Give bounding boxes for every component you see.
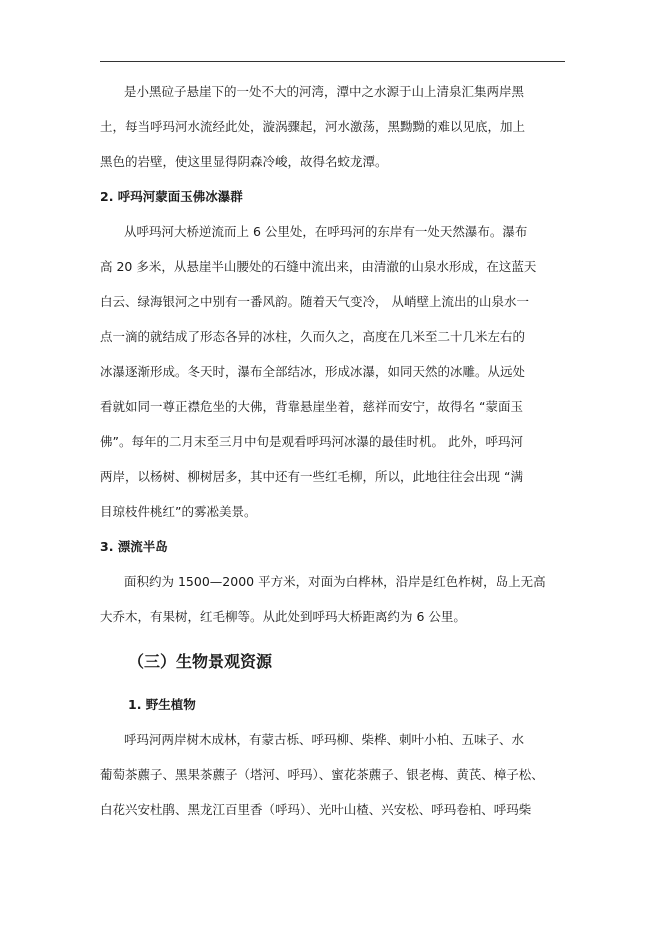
paragraph-line: 白花兴安杜鹃、黑龙江百里香（呼玛）、光叶山楂、兴安松、呼玛卷柏、呼玛柴 bbox=[100, 802, 532, 817]
intro-paragraph bbox=[100, 82, 570, 172]
header-rule bbox=[100, 61, 565, 62]
paragraph-line: 白云、绿海银河之中别有一番风韵。随着天气变冷， 从峭壁上流出的山泉水一 bbox=[100, 294, 529, 309]
peninsula-paragraph bbox=[100, 572, 570, 627]
waterfall-paragraph bbox=[100, 222, 570, 522]
paragraph-line: 大乔木，有果树，红毛柳等。从此处到呼玛大桥距离约为 6 公里。 bbox=[100, 609, 466, 624]
chapter-heading-bio-resources: （三）生物景观资源 bbox=[128, 652, 273, 671]
document-body bbox=[100, 82, 570, 820]
paragraph-line: 从呼玛河大桥逆流而上 6 公里处，在呼玛河的东岸有一处天然瀑布。瀑布 bbox=[124, 224, 528, 239]
section-heading-wild-plants: 1. 野生植物 bbox=[128, 697, 196, 712]
section-heading-waterfall: 2. 呼玛河蒙面玉佛冰瀑群 bbox=[100, 189, 243, 204]
section-heading-peninsula: 3. 漂流半岛 bbox=[100, 539, 168, 554]
paragraph-line: 面积约为 1500—2000 平方米，对面为白桦林，沿岸是红色柞树，岛上无高 bbox=[124, 574, 546, 589]
paragraph-line: 佛”。每年的二月末至三月中旬是观看呼玛河冰瀑的最佳时机。 此外，呼玛河 bbox=[100, 434, 523, 449]
paragraph-line: 冰瀑逐渐形成。冬天时，瀑布全部结冰，形成冰瀑，如同天然的冰雕。从远处 bbox=[100, 364, 526, 379]
paragraph-line: 目琼枝件桃红”的雾凇美景。 bbox=[100, 504, 257, 519]
paragraph-line: 两岸，以杨树、柳树居多，其中还有一些红毛柳，所以，此地往往会出现 “满 bbox=[100, 469, 523, 484]
paragraph-line: 葡萄茶藨子、黑果茶藨子（塔河、呼玛）、蜜花茶藨子、银老梅、黄芪、樟子松、 bbox=[100, 767, 544, 782]
paragraph-line: 是小黑砬子悬崖下的一处不大的河湾，潭中之水源于山上清泉汇集两岸黑 bbox=[124, 84, 525, 99]
paragraph-line: 看就如同一尊正襟危坐的大佛，背靠悬崖坐着，慈祥而安宁，故得名 “蒙面玉 bbox=[100, 399, 523, 414]
paragraph-line: 呼玛河两岸树木成林，有蒙古栎、呼玛柳、柴桦、刺叶小柏、五味子、水 bbox=[124, 732, 525, 747]
paragraph-line: 高 20 多米，从悬崖半山腰处的石缝中流出来，由清澈的山泉水形成，在这蓝天 bbox=[100, 259, 537, 274]
paragraph-line: 土，每当呼玛河水流经此处，漩涡骤起，河水激荡，黑黝黝的难以见底，加上 bbox=[100, 119, 526, 134]
paragraph-line: 点一滴的就结成了形态各异的冰柱，久而久之，高度在几米至二十几米左右的 bbox=[100, 329, 526, 344]
wild-plants-paragraph bbox=[100, 730, 570, 820]
paragraph-line: 黑色的岩壁，使这里显得阴森冷峻，故得名蛟龙潭。 bbox=[100, 154, 388, 169]
